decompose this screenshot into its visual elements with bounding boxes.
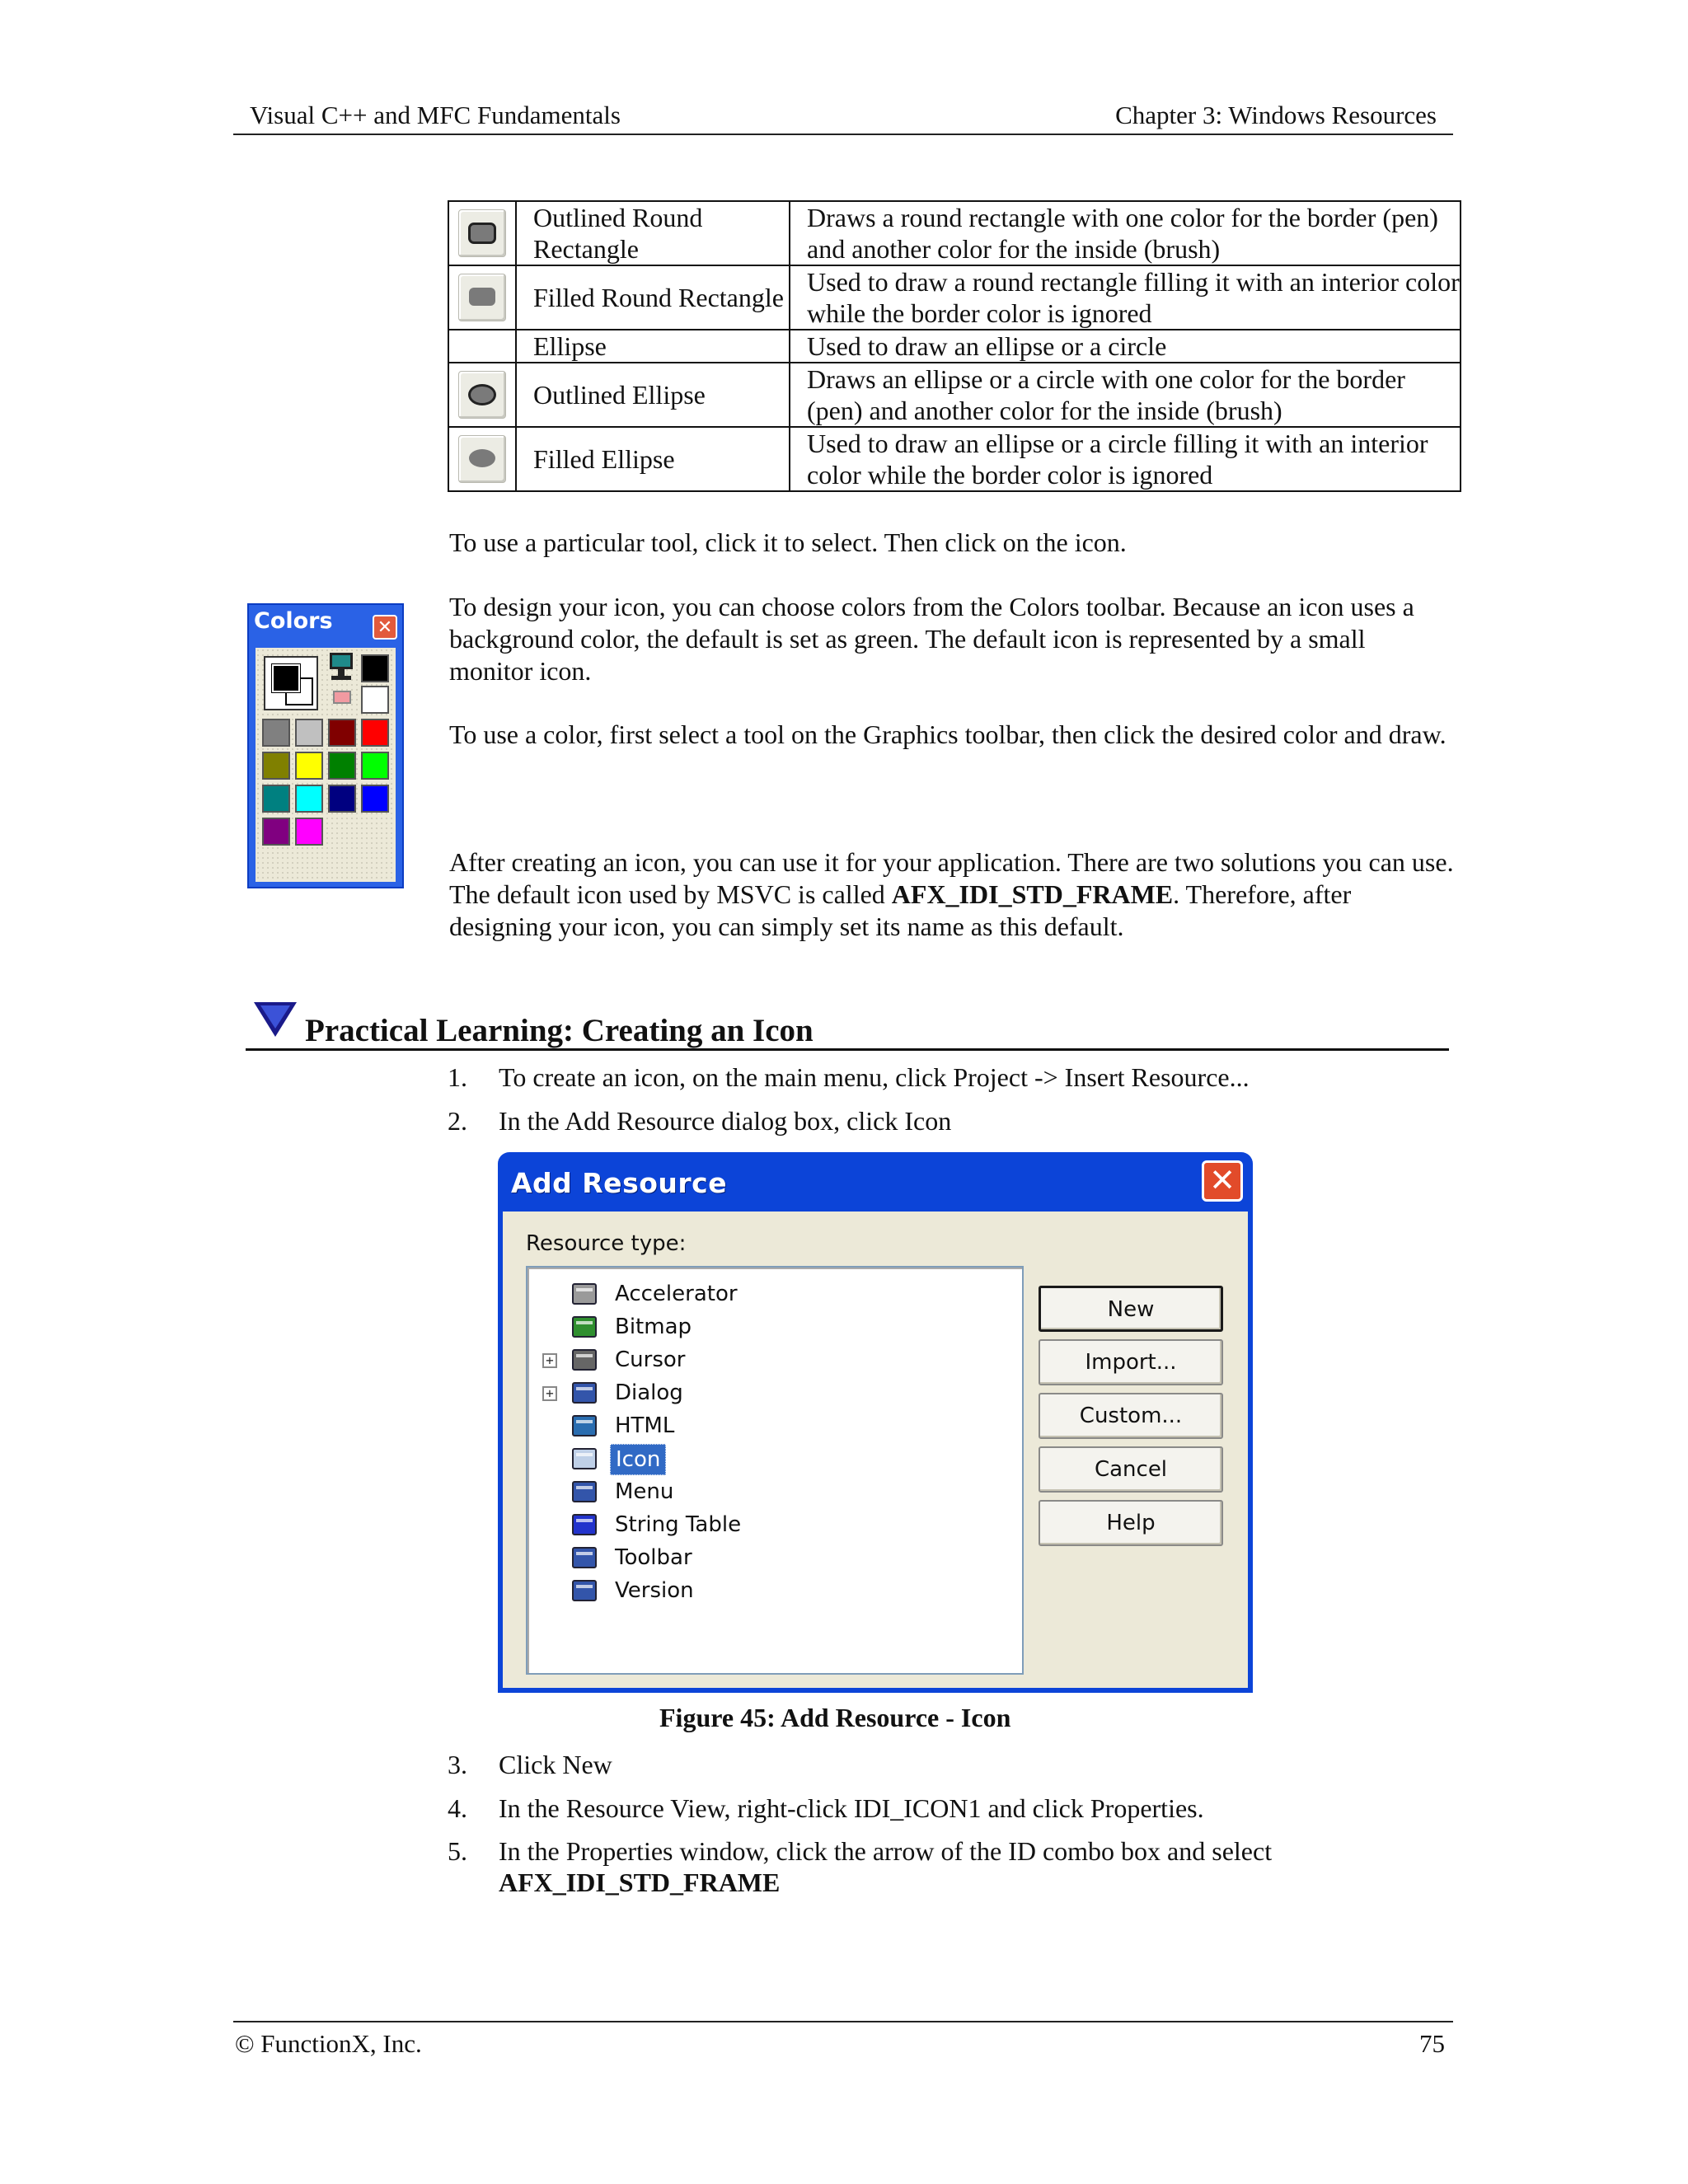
tool-name: Filled Round Rectangle [516,265,790,330]
dialog-icon [570,1380,598,1405]
color-swatch-white[interactable] [361,686,389,714]
color-swatch[interactable] [295,752,323,780]
color-swatch[interactable] [262,752,290,780]
current-colors-indicator[interactable] [264,656,318,710]
color-swatch[interactable] [262,785,290,813]
table-row [448,201,1461,265]
page-header [233,97,1453,135]
cursor-icon [570,1347,598,1372]
version-icon [570,1578,598,1603]
add-resource-dialog [498,1152,1253,1693]
color-swatch[interactable] [295,785,323,813]
list-item-label: Cursor [615,1347,686,1372]
tool-description: Used to draw an ellipse or a circle [790,330,1461,363]
paragraph-use-tool: To use a particular tool, click it to select. Then click on the icon. [449,527,1127,557]
colors-toolbar-title: Colors [254,608,333,634]
page-number: 75 [1419,2029,1445,2058]
table-row [448,265,1461,330]
list-item-label: Bitmap [615,1315,692,1339]
bitmap-icon [570,1315,598,1339]
inverse-color-icon[interactable] [333,691,351,704]
tool-description: Used to draw a round rectangle filling it with an interior color while the border color is ignored [790,265,1461,330]
color-swatch[interactable] [295,719,323,747]
color-swatch[interactable] [361,719,389,747]
color-swatch[interactable] [295,818,323,846]
section-heading [246,999,1449,1051]
expand-plus-icon[interactable]: + [542,1353,557,1368]
import-button[interactable]: Import... [1039,1339,1223,1385]
tool-description: Draws an ellipse or a circle with one color for the border (pen) and another color for the inside (brush) [790,363,1461,427]
color-swatch[interactable] [328,719,356,747]
footer-copyright: © FunctionX, Inc. [235,2029,422,2058]
color-swatch-black[interactable] [361,654,389,682]
menu-icon [570,1479,598,1504]
afx-idi-std-frame-text: AFX_IDI_STD_FRAME [499,1868,781,1897]
accelerator-icon [570,1282,598,1306]
custom-button[interactable]: Custom... [1039,1393,1223,1439]
list-item-label: Icon [610,1444,666,1475]
tool-name: Filled Ellipse [516,427,790,491]
html-icon [570,1413,598,1438]
paragraph-design-icon: To design your icon, you can choose colors from the Colors toolbar. Because an icon uses a background color, the default is set as green. The default icon is represented by a small monitor icon. [449,592,1414,686]
outlined-ellipse-icon [458,371,506,419]
new-button[interactable]: New [1039,1286,1223,1332]
icon-resource-icon [570,1446,598,1471]
colors-palette [256,648,396,882]
figure-caption: Figure 45: Add Resource - Icon [659,1703,1011,1732]
color-swatch[interactable] [361,752,389,780]
close-icon[interactable]: ✕ [373,615,397,640]
paragraph-after-creating: After creating an icon, you can use it for your application. There are two solutions you can use. The default icon used by MSVC is called AFX_IDI_STD_FRAME. Therefore, after designing your icon, you can simply set its name as this default. [449,847,1454,941]
filled-ellipse-icon [458,435,506,483]
resource-type-label: Resource type: [526,1231,687,1256]
page-footer [233,2021,1453,2058]
table-row [448,330,1461,363]
tool-description: Used to draw an ellipse or a circle filling it with an interior color while the border color is ignored [790,427,1461,491]
list-item-label: String Table [615,1512,742,1537]
list-item-label: Menu [615,1479,674,1504]
color-swatch[interactable] [361,785,389,813]
cancel-button[interactable]: Cancel [1039,1446,1223,1493]
screen-color-monitor-icon[interactable] [328,653,356,684]
color-swatch[interactable] [328,785,356,813]
dialog-body [503,1212,1248,1688]
tool-description: Draws a round rectangle with one color for the border (pen) and another color for the inside (brush) [790,201,1461,265]
tool-name: Outlined Round Rectangle [516,201,790,265]
color-swatch[interactable] [262,818,290,846]
list-item-label: Toolbar [615,1545,692,1570]
tool-name: Ellipse [516,330,790,363]
dialog-title: Add Resource [511,1167,728,1199]
color-swatch[interactable] [262,719,290,747]
section-title: Practical Learning: Creating an Icon [305,1013,814,1048]
outlined-round-rectangle-icon [458,209,506,257]
help-button[interactable]: Help [1039,1500,1223,1546]
list-item-label: Dialog [615,1380,683,1405]
tools-table [448,200,1461,492]
toolbar-icon [570,1545,598,1570]
header-book-title: Visual C++ and MFC Fundamentals [250,101,621,129]
expand-plus-icon[interactable]: + [542,1386,557,1401]
resource-type-list[interactable] [526,1266,1024,1675]
afx-idi-std-frame-text: AFX_IDI_STD_FRAME [891,879,1174,909]
table-row [448,363,1461,427]
color-swatch[interactable] [328,752,356,780]
list-item-label: HTML [615,1413,675,1438]
header-chapter-title: Chapter 3: Windows Resources [1115,101,1437,129]
tool-name: Outlined Ellipse [516,363,790,427]
string-table-icon [570,1512,598,1537]
foreground-color-swatch [272,664,300,692]
filled-round-rectangle-icon [458,274,506,321]
list-item-label: Accelerator [615,1282,738,1306]
table-row [448,427,1461,491]
list-item-label: Version [615,1578,694,1603]
close-icon[interactable]: ✕ [1202,1160,1243,1202]
colors-toolbar [247,603,404,888]
paragraph-use-color: To use a color, first select a tool on the Graphics toolbar, then click the desired color and draw. [449,719,1447,749]
